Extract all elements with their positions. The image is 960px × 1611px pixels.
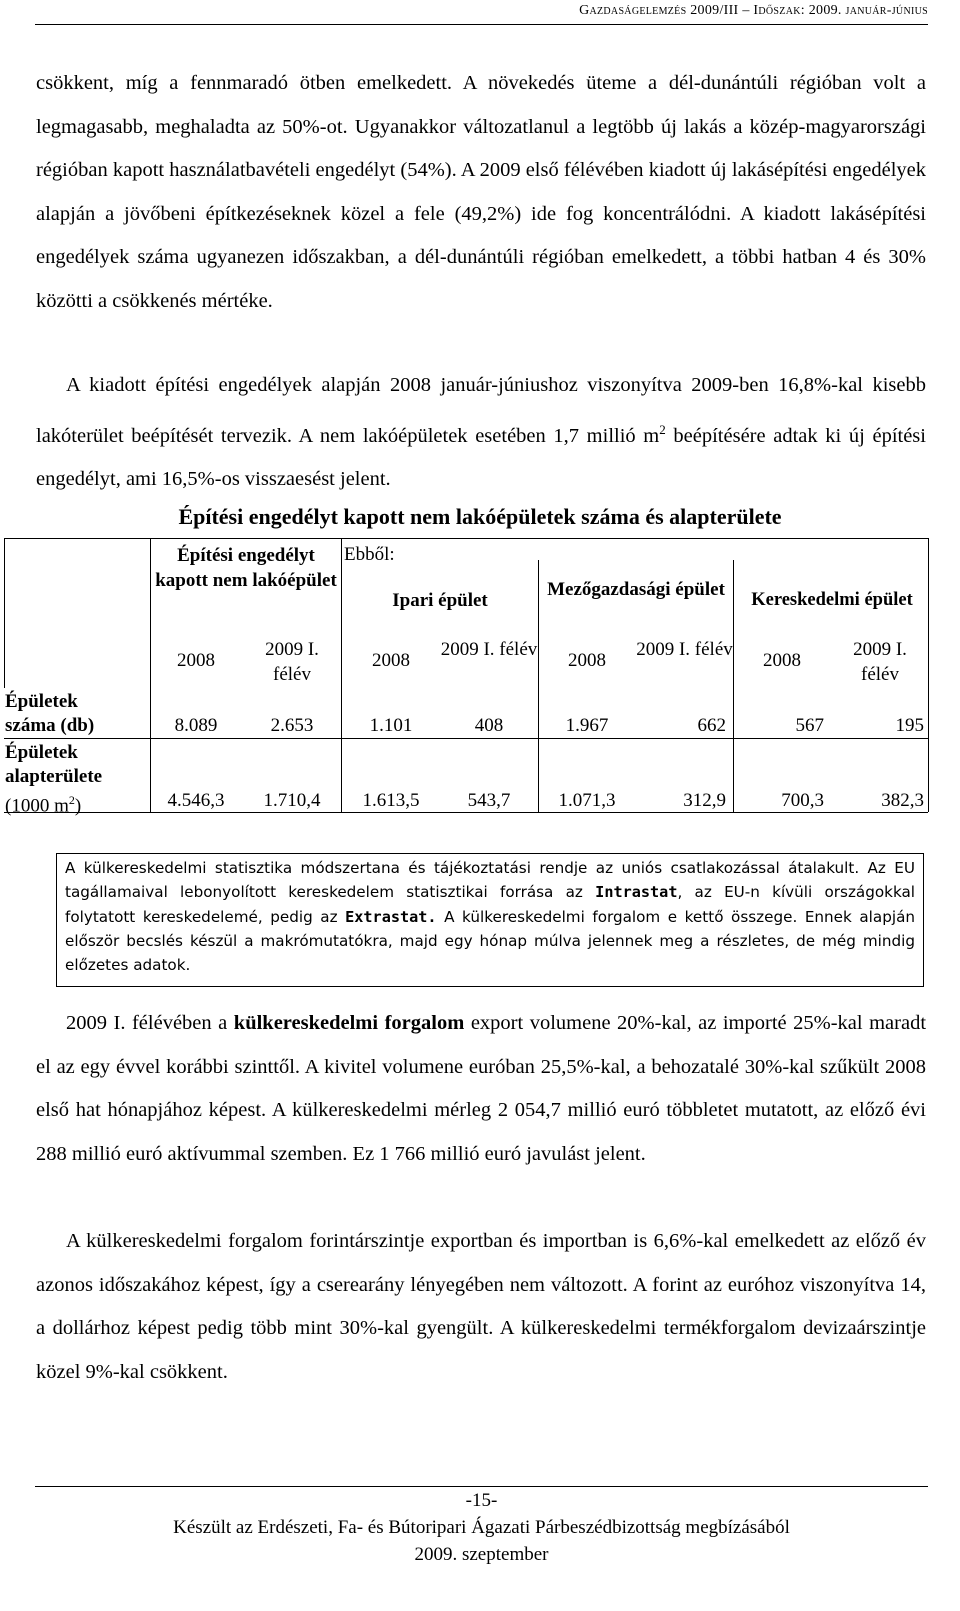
row-label-count: Épületek: [5, 691, 78, 712]
row-divider: [4, 738, 928, 739]
col-header-2009: 2009 I. félév: [853, 639, 907, 685]
paragraph-price-level: A külkereskedelmi forgalom forintárszintje exportban és importban is 6,6%-kal emelkedett az előző év azonos időszakához képest, így a cserearány lényegében nem változott. A forint az euróhoz viszonyítva 14, a dollárhoz képest pedig több mint 30%-kal gyengült. A külkereskedelmi termékforgalom devizaárszintje közel 9%-kal csökkent.: [36, 1230, 926, 1383]
paragraph-housing: csökkent, míg a fennmaradó ötben emelkedett. A növekedés üteme a dél-dunántúli régióban volt a legmagasabb, meghaladta az 50%-ot. Ugyanakkor változatlanul a legtöbb új lakás a közép-magyarországi régióban kapott használatbavételi engedélyt (54%). A 2009 első félévében kiadott új lakásépítési engedélyek alapján a jövőbeni építkezéseknek közel a fele (49,2%) ide fog koncentrálódni. A kiadott lakásépítési engedélyek száma ugyanezen időszakban, a dél-dunántúli régióban emelkedett, a többi hatban 4 és 30% közötti a csökkenés mértéke.: [36, 72, 926, 312]
col-header-2008: 2008: [372, 650, 410, 671]
group-header-main: Építési engedélyt kapott nem lakóépület: [155, 545, 337, 591]
table-top-border: [4, 538, 928, 539]
table-cell: 195: [895, 715, 924, 736]
table-col-divider: [341, 538, 342, 812]
group-header-mezo: Mezőgazdasági épület: [547, 579, 725, 600]
methodology-infobox: A külkereskedelmi statisztika módszertana és tájékoztatási rendje az uniós csatlakozással átalakult. Az EU tagállamaival lebonyolított kereskedelem statisztikai forrása az Intrastat, az EU-n kívüli országokkal folytatott kereskedelemé, pedig az Extrastat. A külkereskedelmi forgalom e kettő összege. Ennek alapján először becslés készül a makrómutatókra, majd egy hónap múlva jelennek meg a részletes, de még mindig előzetes adatok.: [56, 853, 924, 987]
col-header-2009: 2009 I. félév: [636, 639, 733, 660]
intrastat-term: Intrastat: [595, 883, 678, 902]
group-header-kereskedelmi: Kereskedelmi épület: [751, 590, 913, 610]
col-header-2008: 2008: [763, 650, 801, 671]
table-cell: 662: [697, 715, 726, 736]
table-cell: 1.071,3: [558, 790, 616, 811]
col-header-2008: 2008: [568, 650, 606, 671]
col-header-2008: 2008: [177, 650, 215, 671]
table-cell: 382,3: [881, 790, 924, 811]
group-header-ebbol: Ebből:: [344, 544, 395, 565]
col-header-2009: 2009 I. félév: [440, 639, 538, 660]
paragraph-building-permits: A kiadott építési engedélyek alapján 2008 január-júniushoz viszonyítva 2009-ben 16,8%-kal kisebb lakóterület beépítését tervezik. A nem lakóépületek esetében 1,7 millió $m^2$ beépítésére adtak ki új építési engedélyt, ami 16,5%-os visszaesést jelent.: [36, 374, 926, 490]
row-label-area-unit: (1000 $m^2$): [5, 793, 82, 817]
footer-date: 2009. szeptember: [414, 1544, 549, 1565]
table-cell: 567: [795, 715, 824, 736]
table-col-divider: [150, 538, 151, 812]
table-cell: 312,9: [683, 790, 726, 811]
table-cell: 1.101: [369, 715, 413, 736]
page-number: -15-: [465, 1490, 498, 1511]
table-cell: 8.089: [174, 715, 218, 736]
table-cell: 2.653: [270, 715, 314, 736]
page-footer: [35, 1486, 928, 1568]
row-label-count-unit: száma (db): [5, 715, 95, 736]
table-cell: 1.710,4: [263, 790, 321, 811]
table-cell: 1.967: [565, 715, 609, 736]
running-header: [35, 0, 928, 25]
table-cell: 543,7: [467, 790, 511, 811]
row-label-area-b: alapterülete: [5, 766, 103, 787]
header-text: Gazdaságelemzés 2009/III – Időszak: 2009. január-június: [579, 3, 928, 18]
col-header-2009: 2009 I. félév: [265, 639, 319, 685]
table-title: Építési engedélyt kapott nem lakóépületek száma és alapterülete: [178, 504, 782, 529]
table-left-border: [4, 538, 5, 688]
footer-credit: Készült az Erdészeti, Fa- és Bútoripari Ágazati Párbeszédbizottság megbízásából: [173, 1517, 790, 1538]
table-cell: 1.613,5: [362, 790, 420, 811]
table-cell: 700,3: [781, 790, 824, 811]
group-header-ipari: Ipari épület: [392, 590, 488, 611]
table-cell: 408: [474, 715, 504, 736]
table-right-border: [928, 538, 929, 812]
row-label-area: Épületek: [5, 742, 78, 763]
table-cell: 4.546,3: [167, 790, 225, 811]
paragraph-foreign-trade: 2009 I. félévében a külkereskedelmi forgalom export volumene 20%-kal, az importé 25%-kal maradt el az egy évvel korábbi szinttől. A kivitel volumene euróban 25,5%-kal, a behozatalé 30%-kal szűkült 2008 első hat hónapjához képest. A külkereskedelmi mérleg 2 054,7 millió euró többletet mutatott, az előző évi 288 millió euró aktívummal szemben. Ez 1 766 millió euró javulást jelent.: [36, 1012, 927, 1165]
extrastat-term: Extrastat.: [345, 907, 437, 926]
